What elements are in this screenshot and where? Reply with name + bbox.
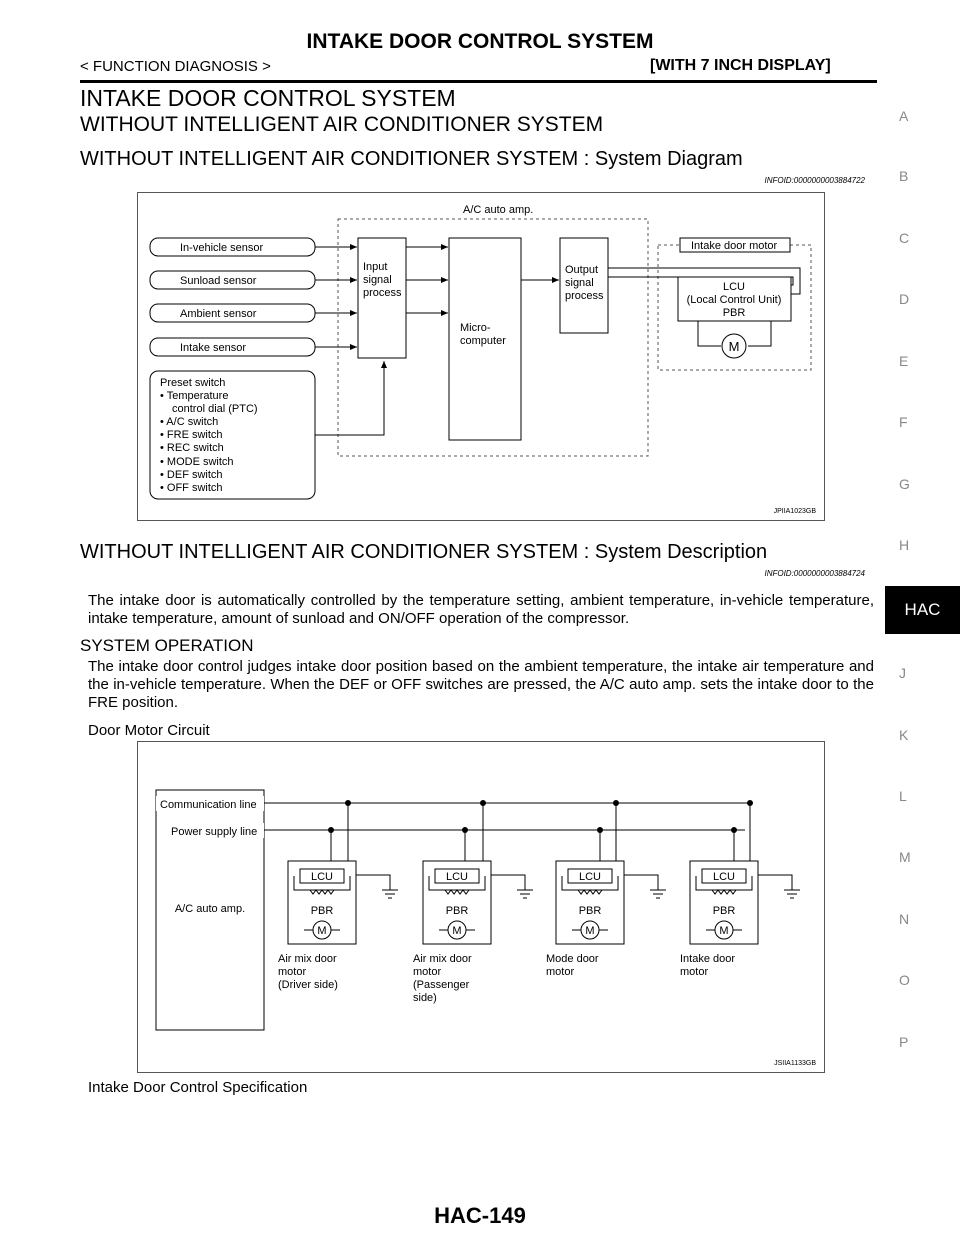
- junction-dot: [328, 827, 334, 833]
- thumb-tab: H: [899, 537, 910, 553]
- motor-caption: Mode door: [546, 953, 599, 965]
- lcu-label: PBR: [722, 307, 746, 319]
- junction-dot: [613, 800, 619, 806]
- preset-item: • REC switch: [160, 442, 224, 454]
- pbr-label: PBR: [712, 905, 736, 917]
- sensor-sunload: [150, 271, 315, 289]
- amp-label: A/C auto amp.: [174, 903, 246, 915]
- block-label: computer: [460, 335, 506, 347]
- sensor-label: Ambient sensor: [180, 308, 257, 320]
- subsection-heading: WITHOUT INTELLIGENT AIR CONDITIONER SYSTEM: [80, 113, 604, 136]
- thumb-tab: D: [899, 291, 910, 307]
- sensor-label: Sunload sensor: [180, 275, 257, 287]
- preset-item: • A/C switch: [160, 416, 219, 428]
- description-infoid: INFOID:0000000003884724: [764, 569, 865, 578]
- thumb-tab: K: [899, 727, 909, 743]
- junction-dot: [731, 827, 737, 833]
- output-signal-block: [560, 238, 608, 333]
- junction-dot: [747, 800, 753, 806]
- door-motor-circuit-diagram: [137, 741, 825, 1073]
- sensor-ambient: [150, 304, 315, 322]
- preset-item: control dial (PTC): [172, 403, 258, 415]
- junction-dot: [345, 800, 351, 806]
- thumb-tab: J: [899, 665, 906, 681]
- thumb-tab: M: [899, 849, 911, 865]
- thumb-tab: L: [899, 788, 907, 804]
- motor-caption: Intake door: [680, 953, 736, 965]
- junction-dot: [462, 827, 468, 833]
- thumb-tab: G: [899, 476, 910, 492]
- system-operation-paragraph: The intake door control judges intake door position based on the ambient temperature, the intake air temperature and the in-vehicle temperature. When the DEF or OFF switches are pressed, the A/C auto amp. sets the intake door to the FRE position.: [88, 658, 874, 711]
- motor-unit: [680, 800, 800, 978]
- motor-caption: Air mix door: [413, 953, 472, 965]
- motor-caption: Air mix door: [278, 953, 337, 965]
- system-operation-heading: SYSTEM OPERATION: [80, 636, 254, 655]
- motor-caption: side): [413, 992, 437, 1004]
- system-diagram-svg: [138, 193, 824, 520]
- preset-item: • MODE switch: [160, 456, 234, 468]
- lcu-label: LCU: [445, 871, 469, 883]
- variant-label: [WITH 7 INCH DISPLAY]: [650, 57, 831, 74]
- door-motor-circuit-heading: Door Motor Circuit: [88, 722, 210, 739]
- page-number: HAC-149: [434, 1203, 526, 1228]
- block-label: Output: [565, 264, 599, 276]
- thumb-tab: P: [899, 1034, 909, 1050]
- sensor-in-vehicle: [150, 238, 315, 256]
- motor-unit: [546, 800, 666, 978]
- preset-item: • FRE switch: [160, 429, 223, 441]
- microcomputer-block: [449, 238, 521, 440]
- lcu-label: LCU: [310, 871, 334, 883]
- sensor-label: In-vehicle sensor: [180, 242, 264, 254]
- motor-caption: motor: [413, 966, 442, 978]
- section-label: < FUNCTION DIAGNOSIS >: [80, 58, 271, 75]
- system-diagram: [137, 192, 825, 521]
- input-signal-block: [358, 238, 406, 358]
- figure-id: JSIIA1133GB: [774, 1060, 816, 1067]
- motor-label: M: [719, 925, 729, 937]
- diagram-title: WITHOUT INTELLIGENT AIR CONDITIONER SYSTEM : System Diagram: [80, 148, 743, 170]
- pbr-label: PBR: [310, 905, 334, 917]
- preset-item: • Temperature: [160, 390, 229, 402]
- door-motor-circuit-svg: [138, 742, 824, 1072]
- motor-caption: motor: [278, 966, 307, 978]
- page-heading: INTAKE DOOR CONTROL SYSTEM: [80, 85, 456, 111]
- figure-id: JPIIA1023GB: [773, 508, 816, 515]
- lcu-label: LCU: [722, 281, 746, 293]
- sensor-label: Intake sensor: [180, 342, 247, 354]
- block-label: Micro-: [460, 322, 491, 334]
- block-label: signal: [363, 274, 392, 286]
- lcu-label: LCU: [578, 871, 602, 883]
- lcu-label: (Local Control Unit): [686, 294, 782, 306]
- description-title: WITHOUT INTELLIGENT AIR CONDITIONER SYSTEM : System Description: [80, 541, 768, 563]
- thumb-tab: O: [899, 972, 910, 988]
- preset-item: • OFF switch: [160, 482, 223, 494]
- thumb-tab: A: [899, 108, 909, 124]
- thumb-tab-active: HAC: [885, 586, 960, 634]
- preset-item: • DEF switch: [160, 469, 223, 481]
- junction-dot: [597, 827, 603, 833]
- thumb-tab: C: [899, 230, 910, 246]
- motor-label: M: [585, 925, 595, 937]
- running-title: INTAKE DOOR CONTROL SYSTEM: [306, 30, 654, 53]
- pbr-label: PBR: [578, 905, 602, 917]
- block-label: process: [565, 290, 604, 302]
- motor-unit: [278, 800, 398, 991]
- spec-heading: Intake Door Control Specification: [88, 1079, 308, 1096]
- header-rule: [80, 80, 877, 83]
- motor-units: [278, 800, 800, 1004]
- motor-label: M: [317, 925, 327, 937]
- block-label: process: [363, 287, 402, 299]
- thumb-tab: F: [899, 414, 908, 430]
- description-paragraph: The intake door is automatically controlled by the temperature setting, ambient temperature, in-vehicle temperature, intake temperature, amount of sunload and ON/OFF operation of the compressor.: [88, 592, 874, 627]
- lcu-box: [678, 277, 791, 321]
- thumb-tab: B: [899, 168, 909, 184]
- pbr-label: PBR: [445, 905, 469, 917]
- motor-label: M: [452, 925, 462, 937]
- motor-caption: motor: [546, 966, 575, 978]
- amp-label: A/C auto amp.: [463, 204, 534, 216]
- motor-label: M: [728, 339, 740, 354]
- motor-caption: (Driver side): [278, 979, 338, 991]
- intake-door-motor-label: Intake door motor: [691, 240, 778, 252]
- preset-switch-title: Preset switch: [160, 377, 226, 389]
- motor-unit: [413, 800, 533, 1004]
- thumb-tab: N: [899, 911, 910, 927]
- power-supply-line-label: Power supply line: [171, 826, 258, 838]
- sensor-intake: [150, 338, 315, 356]
- junction-dot: [480, 800, 486, 806]
- thumb-tab: E: [899, 353, 909, 369]
- block-label: signal: [565, 277, 594, 289]
- block-label: Input: [363, 261, 388, 273]
- preset-switch-box: [150, 371, 315, 499]
- communication-line-label: Communication line: [160, 799, 257, 811]
- motor-caption: (Passenger: [413, 979, 470, 991]
- lcu-label: LCU: [712, 871, 736, 883]
- diagram-infoid: INFOID:0000000003884722: [764, 176, 865, 185]
- motor-caption: motor: [680, 966, 709, 978]
